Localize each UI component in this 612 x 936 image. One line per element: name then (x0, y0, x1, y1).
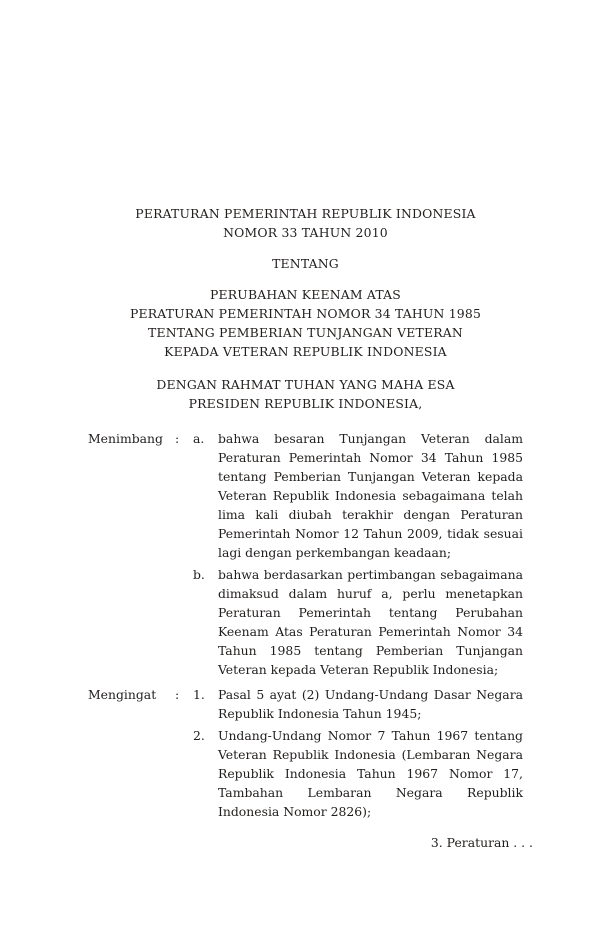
mengingat-label: Mengingat (88, 687, 157, 702)
subject-line-3: TENTANG PEMBERIAN TUNJANGAN VETERAN (148, 325, 463, 340)
colon-separator: : (175, 431, 180, 446)
invocation-line: DENGAN RAHMAT TUHAN YANG MAHA ESA (156, 377, 455, 392)
mengingat-item-2 (88, 726, 523, 821)
item-text-1: Pasal 5 ayat (2) Undang-Undang Dasar Negara Republik Indonesia Tahun 1945; (218, 687, 523, 721)
item-text-2: Undang-Undang Nomor 7 Tahun 1967 tentang Veteran Republik Indonesia (Lembaran Negara Republik Indonesia Tahun 1967 Nomor 17, Tambahan Lembaran Negara Republik Indonesia Nomor 2826); (218, 728, 523, 819)
authority-line: PRESIDEN REPUBLIK INDONESIA, (188, 396, 423, 411)
preamble-block (88, 375, 523, 413)
page-catchword: 3. Peraturan . . . (430, 835, 533, 850)
item-text-a: bahwa besaran Tunjangan Veteran dalam Peraturan Pemerintah Nomor 34 Tahun 1985 tentang Pemberian Tunjangan Veteran kepada Veteran Republik Indonesia sebagaimana telah lima kali diubah terakhir dengan Peraturan Pemerintah Nomor 12 Tahun 2009, tidak sesuai lagi dengan perkembangan keadaan; (218, 431, 523, 560)
tentang-label: TENTANG (272, 256, 339, 271)
menimbang-label: Menimbang (88, 431, 163, 446)
menimbang-item-a (88, 429, 523, 562)
item-text-b: bahwa berdasarkan pertimbangan sebagaimana dimaksud dalam huruf a, perlu menetapkan Peraturan Pemerintah tentang Perubahan Keenam Atas Peraturan Pemerintah Nomor 34 Tahun 1985 tentang Pemberian Tunjangan Veteran kepada Veteran Republik Indonesia; (218, 567, 523, 677)
subject-line-4: KEPADA VETERAN REPUBLIK INDONESIA (164, 344, 447, 359)
regulation-number: NOMOR 33 TAHUN 2010 (223, 225, 388, 240)
item-marker-a: a. (193, 431, 205, 446)
regulation-title: PERATURAN PEMERINTAH REPUBLIK INDONESIA (135, 206, 476, 221)
item-marker-1: 1. (193, 687, 205, 702)
item-marker-2: 2. (193, 728, 205, 743)
item-marker-b: b. (193, 567, 205, 582)
menimbang-item-b (88, 565, 523, 679)
mengingat-item-1 (88, 685, 523, 723)
subject-line-2: PERATURAN PEMERINTAH NOMOR 34 TAHUN 1985 (129, 306, 482, 321)
amendment-subject-block (88, 285, 523, 361)
colon-separator: : (175, 687, 180, 702)
document-title-block (88, 204, 523, 242)
subject-line-1: PERUBAHAN KEENAM ATAS (210, 287, 401, 302)
